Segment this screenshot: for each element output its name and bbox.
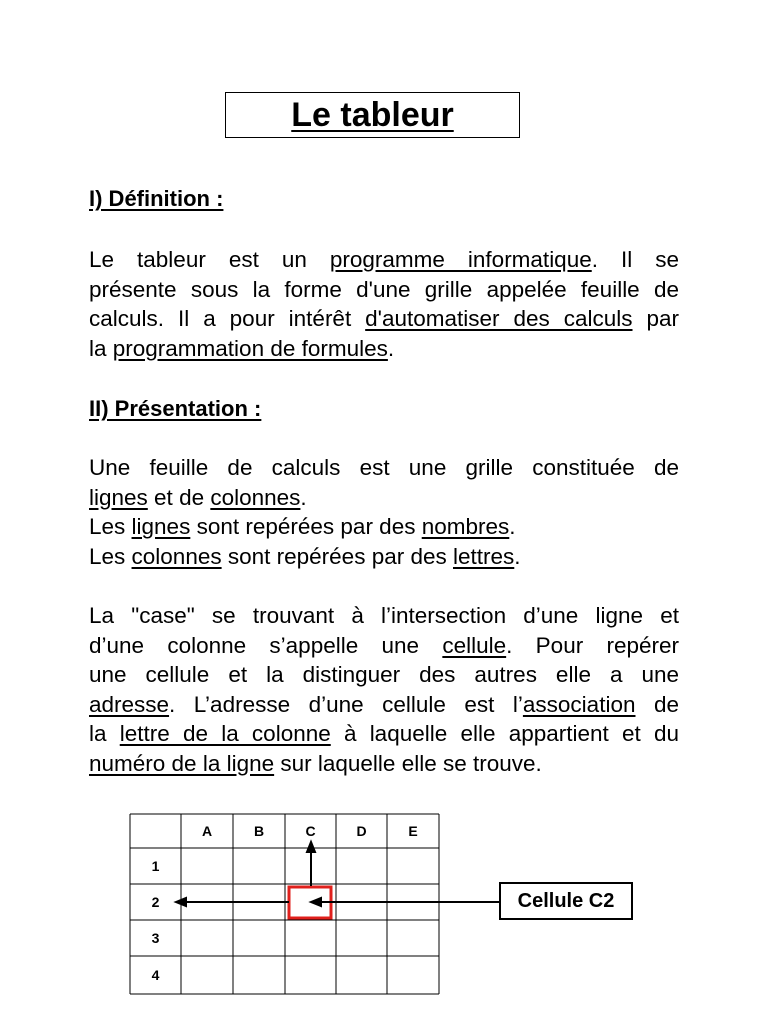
row-header: 3 <box>151 930 160 946</box>
column-header: E <box>408 823 418 839</box>
underlined-term: lettres <box>453 543 515 569</box>
row-header: 1 <box>151 858 160 874</box>
column-header: C <box>305 823 316 839</box>
column-header: B <box>253 823 265 839</box>
underlined-term: adresse <box>89 691 170 717</box>
callout-arrow <box>311 898 499 906</box>
section-heading-presentation: II) Présentation : <box>89 396 262 421</box>
text-line: Les lignes sont repérées par des nombres. <box>89 514 516 540</box>
text-line: adresse. L’adresse d’une cellule est l’association de <box>89 691 679 717</box>
text-line: La "case" se trouvant à l’intersection d’une ligne et <box>89 603 679 628</box>
row-header: 2 <box>151 894 160 910</box>
underlined-term: programmation de formules <box>112 335 388 361</box>
text-line: présente sous la forme d'une grille appelée feuille de <box>89 276 679 302</box>
text-line: d’une colonne s’appelle une cellule. Pour repérer <box>89 632 680 658</box>
text-line: Le tableur est un programme informatique. Il se <box>89 247 679 272</box>
text-line: lignes et de colonnes. <box>89 484 307 510</box>
callout-label: Cellule C2 <box>499 882 633 920</box>
column-header: D <box>356 823 367 839</box>
row-header: 4 <box>151 967 160 983</box>
underlined-term: cellule <box>442 632 507 658</box>
page-title: Le tableur <box>291 96 454 134</box>
text-line: numéro de la ligne sur laquelle elle se trouve. <box>89 750 542 776</box>
text-line: calculs. Il a pour intérêt d'automatiser des calculs par <box>89 306 679 332</box>
underlined-term: d'automatiser des calculs <box>365 306 633 332</box>
underlined-term: lignes <box>131 514 191 540</box>
underlined-term: numéro de la ligne <box>89 750 275 776</box>
underlined-term: colonnes <box>210 484 301 510</box>
grid-lines <box>130 814 439 994</box>
text-line: la lettre de la colonne à laquelle elle appartient et du <box>89 721 679 747</box>
underlined-term: lettre de la colonne <box>119 721 331 747</box>
column-header: A <box>201 823 213 839</box>
column-arrow <box>307 842 315 886</box>
underlined-term: nombres <box>421 514 510 540</box>
text-line: Une feuille de calculs est une grille constituée de <box>89 455 679 480</box>
text-line: une cellule et la distinguer des autres elle a une <box>89 662 679 688</box>
underlined-term: lignes <box>89 484 148 510</box>
text-line: la programmation de formules. <box>89 335 395 361</box>
underlined-term: programme informatique <box>329 247 592 272</box>
underlined-term: colonnes <box>131 543 222 569</box>
underlined-term: association <box>522 691 636 717</box>
text-line: Les colonnes sont repérées par des lettres. <box>89 543 521 569</box>
section-heading-definition: I) Définition : <box>89 186 224 211</box>
